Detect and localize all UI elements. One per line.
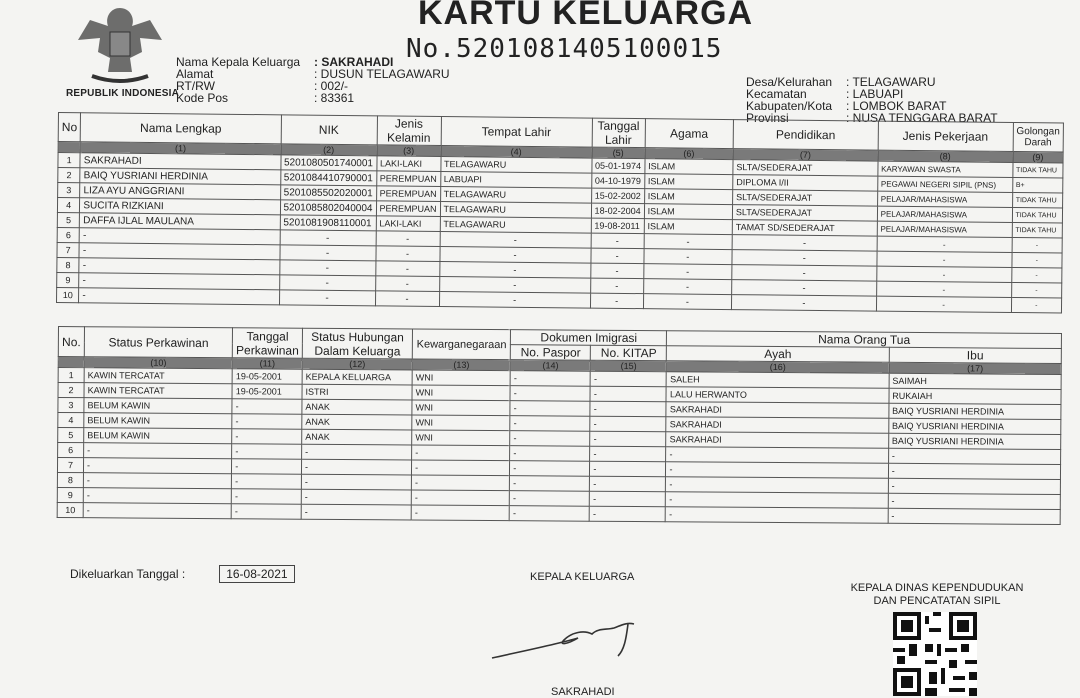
colnum-7: (7) (733, 149, 878, 162)
member-cell: 9 (57, 272, 79, 287)
status-cell: KEPALA KELUARGA (302, 369, 412, 385)
status-cell: - (510, 476, 590, 492)
label-head: Nama Kepala Keluarga (176, 55, 301, 69)
status-cell: WNI (412, 415, 510, 431)
member-cell: - (439, 262, 590, 279)
member-cell: 4 (57, 198, 79, 213)
status-cell: - (510, 461, 590, 477)
colnum-1: (1) (80, 142, 280, 155)
member-cell: SAKRAHADI (80, 153, 280, 170)
status-cell: - (590, 506, 666, 522)
status-cell: - (232, 444, 302, 459)
member-cell: - (643, 294, 731, 310)
status-cell: BAIQ YUSRIANI HERDINIA (888, 433, 1060, 449)
status-cell: - (302, 444, 412, 460)
status-cell: - (888, 448, 1060, 464)
family-header-right (746, 76, 998, 124)
member-cell: 5201085802040004 (280, 200, 376, 216)
status-cell: - (590, 371, 666, 387)
status-cell: - (232, 399, 302, 414)
label-village: Desa/Kelurahan (746, 75, 833, 89)
status-cell: - (301, 474, 411, 490)
th-col-4: Tempat Lahir (441, 117, 592, 148)
member-cell: SLTA/SEDERAJAT (733, 160, 878, 177)
member-cell: - (79, 243, 279, 260)
value-village: : TELAGAWARU (846, 75, 936, 89)
member-cell: TAMAT SD/SEDERAJAT (732, 220, 877, 237)
status-cell: WNI (412, 370, 510, 386)
status-cell: - (510, 431, 590, 447)
status-cell: ANAK (302, 399, 412, 415)
member-cell: 10 (57, 287, 79, 302)
status-cell: - (666, 477, 888, 494)
member-cell: TIDAK TAHU (1012, 207, 1063, 223)
status-cell: 5 (58, 428, 84, 443)
member-cell: - (1011, 297, 1062, 313)
status-cell: - (301, 459, 411, 475)
status-cell: 6 (58, 443, 84, 458)
member-cell: - (732, 265, 877, 282)
status-cell: - (83, 488, 231, 504)
member-cell: - (876, 281, 1011, 297)
status-cell: - (231, 489, 301, 504)
member-cell: - (375, 291, 439, 307)
member-cell: - (279, 260, 375, 276)
label-postcode: Kode Pos (176, 91, 229, 105)
status-cell: WNI (412, 385, 510, 401)
member-cell: 05-01-1974 (591, 158, 644, 174)
member-cell: - (644, 234, 732, 250)
member-cell: 5201085502020001 (280, 185, 376, 201)
th-col-7: Pendidikan (733, 120, 878, 151)
colnum-0 (58, 142, 80, 153)
status-cell: BELUM KAWIN (84, 413, 232, 429)
status-cell: - (301, 504, 411, 520)
status-cell: - (590, 446, 666, 462)
colnum-5: (5) (592, 147, 645, 159)
colnum-7: (16) (667, 361, 889, 374)
status-cell: - (232, 414, 302, 429)
colnum-9: (9) (1013, 151, 1064, 163)
member-cell: PEREMPUAN (376, 171, 440, 187)
member-cell: PELAJAR/MAHASISWA (877, 191, 1012, 207)
status-cell: - (666, 507, 888, 524)
th-father: Ayah (667, 346, 889, 363)
family-header-left (176, 56, 450, 104)
member-cell: - (375, 261, 439, 277)
label-district: Kecamatan (746, 87, 807, 101)
status-cell: - (510, 401, 590, 417)
th-col-5: Tanggal Lahir (592, 118, 645, 148)
colnum-6: (15) (591, 360, 667, 372)
status-cell: BELUM KAWIN (84, 398, 232, 414)
member-cell: LAKI-LAKI (376, 216, 440, 232)
status-cell: SAKRAHADI (666, 432, 888, 449)
status-cell: - (888, 508, 1060, 524)
member-cell: ISLAM (644, 204, 732, 220)
member-cell: 5 (57, 212, 79, 227)
member-cell: BAIQ YUSRIANI HERDINIA (80, 168, 280, 185)
status-cell: - (83, 473, 231, 489)
member-cell: 04-10-1979 (591, 173, 644, 189)
member-cell: - (279, 245, 375, 261)
status-cell: KAWIN TERCATAT (84, 383, 232, 399)
status-cell: - (888, 493, 1060, 509)
member-cell: ISLAM (645, 159, 733, 175)
colnum-2: (2) (281, 144, 377, 156)
member-cell: PEREMPUAN (376, 201, 440, 217)
value-head: : SAKRAHADI (314, 55, 394, 69)
status-cell: LALU HERWANTO (666, 387, 888, 404)
republic-label: REPUBLIK INDONESIA (66, 88, 180, 99)
document-title: KARTU KELUARGA (418, 0, 754, 32)
garuda-emblem-icon (70, 0, 170, 88)
colnum-6: (6) (645, 148, 733, 160)
member-cell: - (376, 231, 440, 247)
label-rtrw: RT/RW (176, 79, 215, 93)
status-cell: - (590, 476, 666, 492)
member-cell: TELAGAWARU (440, 202, 591, 219)
member-cell: - (279, 290, 375, 306)
th-citizenship: Kewarganegaraan (412, 329, 510, 360)
status-cell: - (231, 504, 301, 519)
member-cell: ISLAM (644, 189, 732, 205)
status-cell: - (590, 416, 666, 432)
colnum-4: (13) (412, 359, 510, 371)
member-cell: - (280, 230, 376, 246)
member-cell: - (440, 232, 591, 249)
th-relation: Status Hubungan Dalam Keluarga (302, 328, 412, 359)
member-cell: LIZA AYU ANGGRIANI (80, 183, 280, 200)
member-cell: TELAGAWARU (440, 157, 591, 174)
label-province: Provinsi (746, 111, 789, 125)
status-cell: - (411, 505, 509, 521)
member-cell: TELAGAWARU (440, 187, 591, 204)
status-cell: - (590, 401, 666, 417)
member-cell: - (591, 233, 644, 249)
member-cell: SLTA/SEDERAJAT (732, 205, 877, 222)
member-cell: - (732, 235, 877, 252)
status-cell: ANAK (302, 429, 412, 445)
member-cell: SUCITA RIZKIANI (80, 198, 280, 215)
status-cell: - (510, 386, 590, 402)
member-cell: - (439, 292, 590, 309)
member-cell: - (1011, 282, 1062, 298)
member-cell: - (439, 247, 590, 264)
status-cell: - (510, 416, 590, 432)
colnum-3: (12) (302, 358, 412, 370)
th-col-6: Agama (645, 119, 734, 149)
colnum-5: (14) (510, 360, 590, 372)
status-cell: - (590, 386, 666, 402)
member-cell: - (590, 263, 643, 279)
status-cell: - (510, 491, 590, 507)
status-cell: - (510, 371, 590, 387)
member-cell: 7 (57, 242, 79, 257)
member-cell: 2 (58, 168, 80, 183)
member-cell: PELAJAR/MAHASISWA (877, 221, 1012, 237)
head-of-family-name: SAKRAHADI (551, 686, 615, 698)
member-cell: ISLAM (644, 174, 732, 190)
colnum-1: (10) (84, 357, 232, 369)
colnum-8: (8) (878, 150, 1013, 162)
status-cell: - (232, 459, 302, 474)
status-cell: SAKRAHADI (666, 402, 888, 419)
member-cell: - (375, 276, 439, 292)
member-cell: SLTA/SEDERAJAT (733, 190, 878, 207)
status-cell: - (83, 503, 231, 519)
status-cell: KAWIN TERCATAT (84, 368, 232, 384)
th-marital: Status Perkawinan (84, 327, 232, 358)
status-cell: - (666, 462, 888, 479)
status-cell: - (888, 463, 1060, 479)
member-cell: 15-02-2002 (591, 188, 644, 204)
status-table (57, 326, 1062, 525)
status-cell: BAIQ YUSRIANI HERDINIA (889, 418, 1061, 434)
status-cell: - (412, 475, 510, 491)
member-cell: B+ (1012, 177, 1063, 193)
colnum-8: (17) (889, 362, 1061, 374)
member-cell: PEGAWAI NEGERI SIPIL (PNS) (877, 176, 1012, 192)
status-cell: SALEH (667, 372, 889, 389)
th-col-0: No (58, 113, 81, 142)
value-regency: : LOMBOK BARAT (846, 99, 947, 113)
dinas-label: KEPALA DINAS KEPENDUDUKAN DAN PENCATATAN SIPIL (850, 582, 1024, 607)
status-cell: - (510, 446, 590, 462)
member-cell: DAFFA IJLAL MAULANA (80, 213, 280, 230)
member-cell: - (79, 228, 279, 245)
status-cell: - (301, 489, 411, 505)
status-cell: 10 (57, 502, 83, 517)
member-cell: TIDAK TAHU (1012, 162, 1063, 178)
member-cell: - (1012, 252, 1063, 268)
status-cell: - (590, 491, 666, 507)
label-regency: Kabupaten/Kota (746, 99, 833, 113)
member-cell: - (590, 293, 643, 309)
status-cell: SAKRAHADI (666, 417, 888, 434)
member-cell: 6 (57, 227, 79, 242)
status-cell: SAIMAH (889, 373, 1061, 389)
member-cell: - (643, 279, 731, 295)
issued-label: Dikeluarkan Tanggal : (70, 567, 186, 581)
member-cell: - (79, 258, 279, 275)
status-cell: - (84, 443, 232, 459)
status-cell: WNI (412, 400, 510, 416)
th-marriage-date: Tanggal Perkawinan (233, 328, 303, 358)
status-cell: 3 (58, 398, 84, 413)
member-cell: - (79, 288, 279, 305)
member-cell: TELAGAWARU (440, 217, 591, 234)
member-cell: PELAJAR/MAHASISWA (877, 206, 1012, 222)
th-immigration: Dokumen Imigrasi (511, 330, 667, 346)
member-cell: 5201080501740001 (280, 155, 376, 171)
status-cell: 9 (57, 487, 83, 502)
status-cell: 19-05-2001 (232, 384, 302, 399)
status-cell: - (411, 490, 509, 506)
member-cell: - (876, 266, 1011, 282)
member-cell: TIDAK TAHU (1012, 192, 1063, 208)
colnum-0 (58, 357, 84, 368)
th-col-1: Nama Lengkap (81, 113, 281, 144)
status-cell: 4 (58, 413, 84, 428)
value-province: : NUSA TENGGARA BARAT (846, 111, 998, 125)
member-cell: TIDAK TAHU (1012, 222, 1063, 238)
status-cell: - (84, 458, 232, 474)
label-address: Alamat (176, 67, 214, 81)
member-cell: - (877, 236, 1012, 252)
status-cell: BELUM KAWIN (84, 428, 232, 444)
member-cell: - (644, 249, 732, 265)
member-cell: - (732, 280, 877, 297)
member-cell: 3 (58, 183, 80, 198)
member-cell: - (731, 295, 876, 312)
value-rtrw: : 002/- (314, 79, 349, 93)
signature-icon (488, 600, 668, 670)
member-cell: - (375, 246, 439, 262)
member-cell: - (590, 278, 643, 294)
status-cell: ANAK (302, 414, 412, 430)
member-cell: 5201084410790001 (280, 170, 376, 186)
member-cell: - (279, 275, 375, 291)
member-cell: KARYAWAN SWASTA (878, 161, 1013, 177)
member-cell: LABUAPI (440, 172, 591, 189)
member-cell: 19-08-2011 (591, 218, 644, 234)
status-cell: ISTRI (302, 384, 412, 400)
member-cell: - (877, 251, 1012, 267)
member-cell: 18-02-2004 (591, 203, 644, 219)
status-cell: 7 (57, 458, 83, 473)
colnum-3: (3) (377, 145, 441, 157)
th-col-9: Golongan Darah (1013, 123, 1064, 153)
status-cell: - (666, 447, 888, 464)
th-no: No. (58, 327, 84, 357)
value-address: : DUSUN TELAGAWARU (314, 67, 450, 81)
member-cell: - (439, 277, 590, 294)
status-cell: RUKAIAH (889, 388, 1061, 404)
member-cell: LAKI-LAKI (376, 156, 440, 172)
th-parents: Nama Orang Tua (667, 331, 1062, 349)
status-cell: 8 (57, 472, 83, 487)
status-cell: 2 (58, 383, 84, 398)
member-cell: - (732, 250, 877, 267)
member-cell: 5201081908110001 (280, 215, 376, 231)
member-cell: - (876, 296, 1011, 312)
th-col-3: Jenis Kelamin (377, 116, 441, 146)
members-table (56, 112, 1064, 314)
member-cell: PEREMPUAN (376, 186, 440, 202)
status-cell: - (412, 445, 510, 461)
value-postcode: : 83361 (314, 91, 355, 105)
th-kitap: No. KITAP (591, 345, 667, 361)
head-of-family-label: KEPALA KELUARGA (530, 571, 635, 583)
status-cell: - (232, 474, 302, 489)
status-cell: - (590, 461, 666, 477)
status-cell: 19-05-2001 (232, 369, 302, 384)
issued-date (70, 565, 295, 583)
member-cell: DIPLOMA I/II (733, 175, 878, 192)
status-cell: - (509, 506, 589, 522)
qr-code-icon (892, 612, 978, 696)
colnum-2: (11) (232, 358, 302, 369)
status-cell: - (888, 478, 1060, 494)
member-cell: - (591, 248, 644, 264)
status-cell: - (412, 460, 510, 476)
value-district: : LABUAPI (846, 87, 904, 101)
status-cell: - (590, 431, 666, 447)
status-cell: - (232, 429, 302, 444)
colnum-4: (4) (441, 146, 592, 159)
status-cell: 1 (58, 368, 84, 383)
th-col-8: Jenis Pekerjaan (878, 121, 1013, 151)
member-cell: - (79, 273, 279, 290)
status-cell: - (666, 492, 888, 509)
issued-date-box: 16-08-2021 (219, 565, 294, 583)
status-cell: BAIQ YUSRIANI HERDINIA (889, 403, 1061, 419)
member-cell: - (643, 264, 731, 280)
th-col-2: NIK (281, 115, 377, 145)
status-cell: WNI (412, 430, 510, 446)
th-passport: No. Paspor (511, 345, 591, 361)
card-number: No.5201081405100015 (406, 34, 723, 64)
member-cell: - (1011, 267, 1062, 283)
member-cell: 1 (58, 153, 80, 168)
th-mother: Ibu (889, 347, 1061, 363)
member-cell: ISLAM (644, 219, 732, 235)
member-cell: 8 (57, 257, 79, 272)
member-cell: - (1012, 237, 1063, 253)
